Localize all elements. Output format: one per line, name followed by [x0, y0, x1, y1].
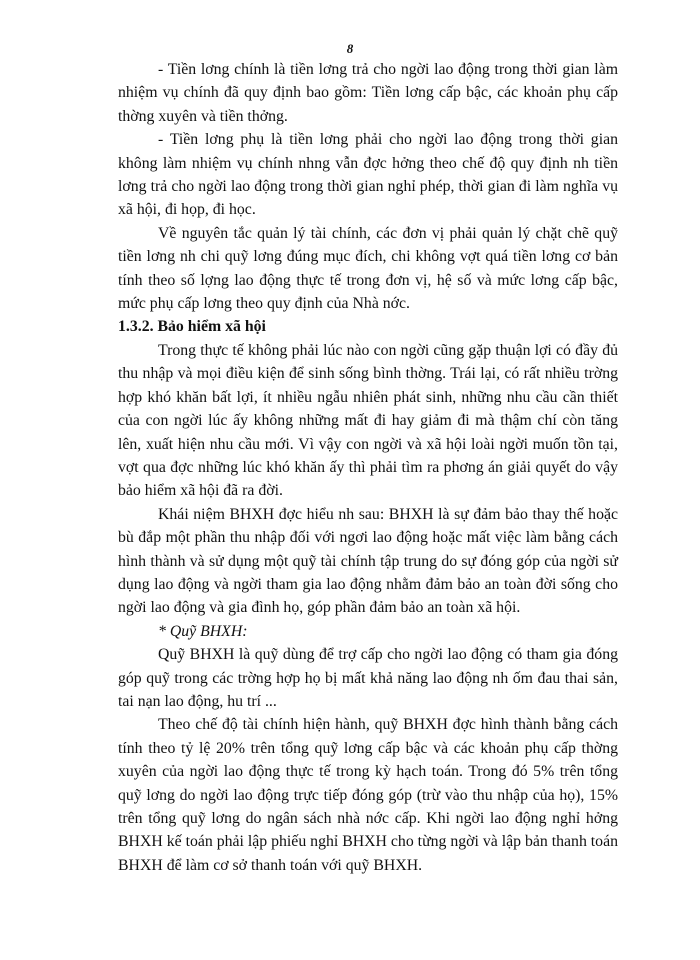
subsection-heading: * Quỹ BHXH: — [158, 622, 248, 640]
paragraph-fund-purpose: Quỹ BHXH là quỹ dùng để trợ cấp cho ngời lao động có tham gia đóng góp quỹ trong các trờng hợp họ bị mất khả năng lao động nh ốm đau thai sản, tai nạn lao động, hu trí ... — [118, 646, 618, 710]
section-heading: 1.3.2. Bảo hiểm xã hội — [118, 318, 266, 336]
paragraph-secondary-salary: - Tiền lơng phụ là tiền lơng phải cho ngời lao động trong thời gian không làm nhiệm vụ chính nhng vẫn đợc hởng theo chế độ quy định nh tiền lơng trả cho ngời lao động trong thời gian nghỉ phép, thời gian đi làm nghĩa vụ xã hội, đi họp, đi học. — [118, 131, 618, 219]
paragraph-main-salary: - Tiền lơng chính là tiền lơng trả cho ngời lao động trong thời gian làm nhiệm vụ chính đã quy định bao gồm: Tiền lơng cấp bậc, các khoản phụ cấp thờng xuyên và tiền thởng. — [118, 61, 618, 125]
paragraph-social-insurance-intro: Trong thực tế không phải lúc nào con ngời cũng gặp thuận lợi có đầy đủ thu nhập và mọi điều kiện để sinh sống bình thờng. Trái lại, có rất nhiều trờng hợp khó khăn bất lợi, ít nhiều ngẫu nhiên phát sinh, những nhu cầu cần thiết của con ngời lúc ấy không những mất đi hay giảm đi mà thậm chí còn tăng lên, xuất hiện nhu cầu mới. Vì vậy con ngời và xã hội loài ngời muốn tồn tại, vợt qua đợc những lúc khó khăn ấy thì phải tìm ra phơng án giải quyết do vậy bảo hiểm xã hội đã ra đời. — [118, 341, 618, 500]
page-number: 8 — [346, 41, 354, 56]
paragraph-social-insurance-definition: Khái niệm BHXH đợc hiểu nh sau: BHXH là sự đảm bảo thay thế hoặc bù đắp một phần thu nhập đối với ngơi lao động hoặc mất việc làm bằng cách hình thành và sử dụng một quỹ tài chính tập trung do sự đóng góp của ngời sử dụng lao động và ngời tham gia lao động nhằm đảm bảo an toàn đời sống cho ngời lao động và gia đình họ, góp phần đảm bảo an toàn xã hội. — [118, 505, 618, 617]
body-text — [118, 58, 618, 877]
paragraph-fund-formation: Theo chế độ tài chính hiện hành, quỹ BHXH đợc hình thành bằng cách tính theo tỷ lệ 20% trên tổng quỹ lơng cấp bậc và các khoản phụ cấp thờng xuyên của ngời lao động thực tế trong kỳ hạch toán. Trong đó 5% trên tổng quỹ lơng do ngời lao động trực tiếp đóng góp (trừ vào thu nhập của họ), 15% trên tổng quỹ lơng do ngân sách nhà nớc cấp. Khi ngời lao động nghỉ hởng BHXH kế toán phải lập phiếu nghỉ BHXH cho từng ngời và lập bản thanh toán BHXH để làm cơ sở thanh toán với quỹ BHXH. — [118, 716, 618, 874]
paragraph-finance-principle: Về nguyên tắc quản lý tài chính, các đơn vị phải quản lý chặt chẽ quỹ tiền lơng nh chi quỹ lơng đúng mục đích, chi không vợt quá tiền lơng cơ bản tính theo số lợng lao động thực tế trong đơn vị, hệ số và mức lơng cấp bậc, mức phụ cấp lơng theo quy định của Nhà nớc. — [118, 224, 618, 313]
